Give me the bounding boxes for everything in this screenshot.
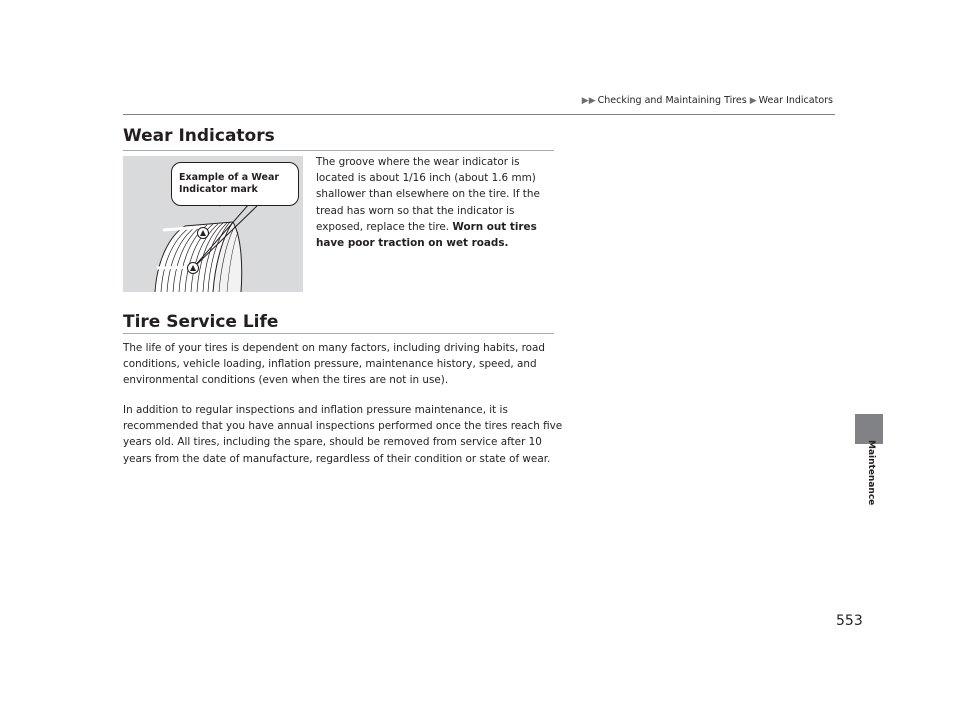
service-life-paragraph: The life of your tires is dependent on many factors, including driving habits, road conditions, vehicle loading, inflation pressure, maintenance history, speed, and environmental conditions (even when the tires are not in use).: [123, 342, 545, 387]
breadcrumb: [582, 95, 833, 106]
heading-rule: [123, 150, 554, 151]
breadcrumb-arrow-icon: ▶▶: [581, 95, 596, 106]
tire-service-life-heading: Tire Service Life: [123, 312, 279, 332]
header-rule: [123, 114, 835, 115]
wear-indicator-description: [316, 154, 552, 251]
wear-indicator-warning: Worn out tires have poor traction on wet roads.: [316, 220, 537, 250]
section-tab-label: Maintenance: [866, 440, 876, 506]
wear-indicators-heading: Wear Indicators: [123, 126, 275, 146]
heading-rule: [123, 333, 554, 334]
figure-caption: Example of a Wear Indicator mark: [179, 172, 280, 195]
breadcrumb-arrow-icon: ▶: [749, 95, 757, 106]
breadcrumb-item-checking-tires[interactable]: Checking and Maintaining Tires: [597, 95, 747, 106]
breadcrumb-item-wear-indicators[interactable]: Wear Indicators: [758, 95, 833, 106]
service-life-paragraph: In addition to regular inspections and inflation pressure maintenance, it is recommended that you have annual inspections performed once the tires reach five years old. All tires, including the spare, should be removed from service after 10 years from the date of manufacture, regardless of their condition or state of wear.: [123, 404, 563, 465]
wear-indicator-body: The groove where the wear indicator is located is about 1/16 inch (about 1.6 mm) shallower than elsewhere on the tire. If the tread has worn so that the indicator is exposed, replace the tire.: [316, 156, 540, 233]
page-number: 553: [836, 613, 863, 629]
